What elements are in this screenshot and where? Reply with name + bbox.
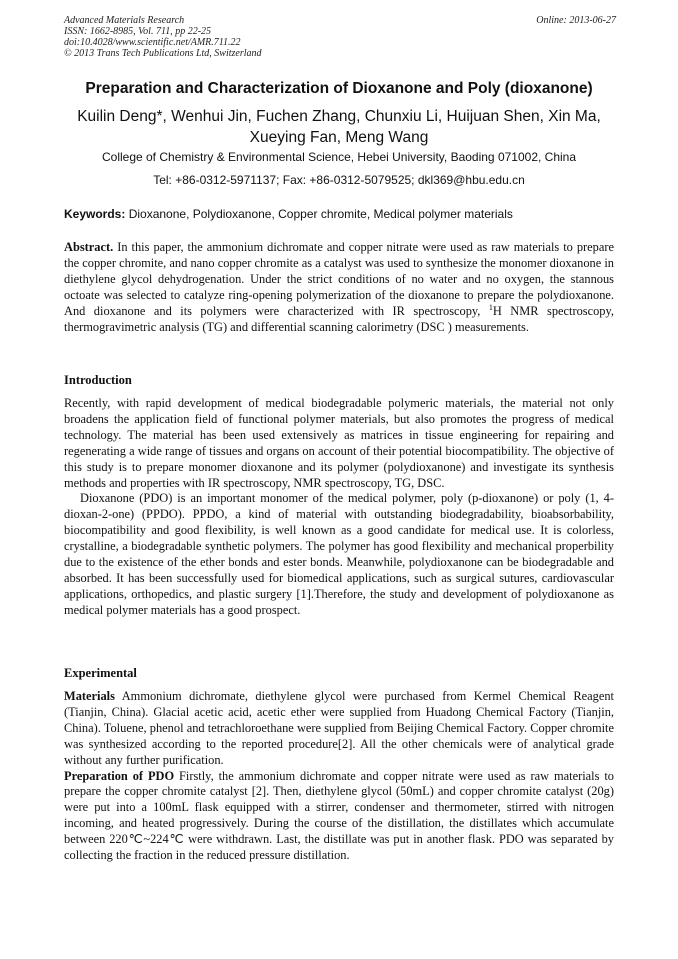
- abstract-label: Abstract.: [64, 240, 114, 254]
- journal-header: [64, 15, 616, 59]
- abstract-text-b: H NMR spectroscopy, thermogravimetric analysis (TG) and differential scanning calorimetry (DSC ) measurements.: [64, 303, 614, 334]
- contact-info: Tel: +86-0312-5971137; Fax: +86-0312-5079525; dkl369@hbu.edu.cn: [153, 173, 525, 187]
- pdo-text: Firstly, the ammonium dichromate and copper nitrate were used as raw materials to prepare the copper chromite catalyst [2]. Then, diethylene glycol (50mL) and copper chromite catalyst (20g) were put into a 100mL flask equipped with a stirrer, condenser and thermometer, stirred with nitrogen incoming, and heated progressively. During the course of the distillation, the distillates which accumulate between 220℃~224℃ were withdrawn. Last, the distillate was put in another flask. PDO was separated by collecting the fraction in the reduced pressure distillation.: [64, 768, 614, 863]
- keywords-text: Dioxanone, Polydioxanone, Copper chromite, Medical polymer materials: [128, 207, 513, 221]
- pdo-label: Preparation of PDO: [64, 768, 175, 783]
- materials-paragraph: [64, 689, 614, 769]
- author-list: Kuilin Deng*, Wenhui Jin, Fuchen Zhang, Chunxiu Li, Huijuan Shen, Xin Ma, Xueying Fan, Meng Wang: [77, 108, 601, 146]
- issn-line: ISSN: 1662-8985, Vol. 711, pp 22-25: [64, 26, 212, 37]
- materials-text: Ammonium dichromate, diethylene glycol were purchased from Kermel Chemical Reagent (Tianjin, China). Glacial acetic acid, acetic ether were supplied from Huadong Chemical Factory (Tianjin, China). Toluene, phenol and tetrachloroethane were supplied from Beijing Chemical Factory. Copper chromite was synthesized according to the reported procedure[2]. All the other chemicals were of analytical grade without any further purification.: [64, 689, 615, 767]
- affiliation: College of Chemistry & Environmental Science, Hebei University, Baoding 071002, China: [101, 150, 577, 164]
- keywords-label: Keywords:: [64, 207, 126, 221]
- copyright-line: © 2013 Trans Tech Publications Ltd, Switzerland: [64, 48, 262, 59]
- introduction-body: [64, 396, 614, 619]
- keywords-line: [64, 207, 616, 221]
- abstract: [64, 240, 614, 335]
- abstract-superscript: 1: [488, 302, 493, 312]
- abstract-text-a: In this paper, the ammonium dichromate and copper nitrate were used as raw materials to prepare the copper chromite, and nano copper chromite as a catalyst was used to synthesize the monomer dioxanone in diethylene glycol dehydrogenation. Under the strict conditions of no water and no oxygen, the stannous octoate was selected to catalyze ring-opening polymerization of the dioxanone to prepare the polydioxanone. And dioxanone and its polymers were characterized with IR spectroscopy,: [64, 240, 614, 318]
- pdo-paragraph: [64, 769, 614, 864]
- paper-title: Preparation and Characterization of Dioxanone and Poly (dioxanone): [85, 80, 593, 97]
- online-date: Online: 2013-06-27: [536, 15, 616, 26]
- doi-line: doi:10.4028/www.scientific.net/AMR.711.22: [64, 37, 241, 48]
- materials-label: Materials: [64, 689, 115, 703]
- intro-paragraph-2: Dioxanone (PDO) is an important monomer of the medical polymer, poly (p-dioxanone) or poly (1, 4-dioxan-2-one) (PPDO). PPDO, a kind of material with outstanding biodegradability, bioabsorbability, biocompatibility and good flexibility, is well known as a good candidate for medical use. It is colorless, crystalline, a biodegradable synthetic polymers. The polymer has good flexibility and mechanical properbility due to the existence of the ether bonds and ester bonds. Meanwhile, polydioxanone can be biodegradable and absorbed. It has been successfully used for biomedical applications, such as surgical sutures, cardiovascular applications, orthopedics, and plastic surgery [1].Therefore, the study and development of polydioxanone as medical polymer materials has a good prospect.: [64, 491, 614, 617]
- intro-paragraph-1: Recently, with rapid development of medical biodegradable polymeric materials, the material not only broadens the application field of functional polymer materials, but also promotes the progress of medical technology. The material has been used extensively as matrices in tissue engineering for repairing and regenerating a wide range of tissues and organs on account of their potential biocompatibility. The objective of this study is to prepare monomer dioxanone and its polymer (polydioxanone) and investigate its synthesis methods and properties with IR spectroscopy, NMR spectroscopy, TG, DSC.: [64, 396, 614, 490]
- journal-name: Advanced Materials Research: [64, 15, 185, 26]
- experimental-body: [64, 689, 614, 864]
- introduction-heading: Introduction: [64, 373, 132, 387]
- experimental-heading: Experimental: [64, 666, 137, 680]
